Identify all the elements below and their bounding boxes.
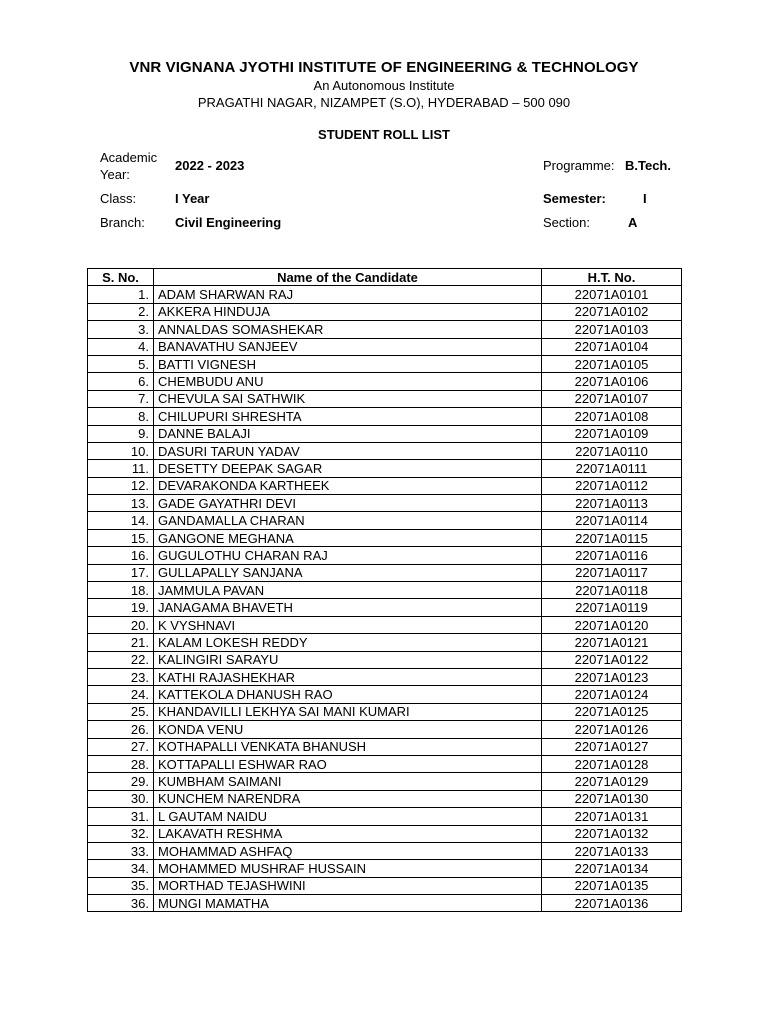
candidate-name-cell: ADAM SHARWAN RAJ	[154, 286, 542, 303]
table-row	[88, 616, 682, 633]
header-candidate-name: Name of the Candidate	[154, 269, 542, 286]
candidate-name-cell: DEVARAKONDA KARTHEEK	[154, 477, 542, 494]
candidate-name-cell: BATTI VIGNESH	[154, 355, 542, 372]
table-row	[88, 634, 682, 651]
hall-ticket-cell: 22071A0118	[542, 582, 682, 599]
candidate-name-cell: AKKERA HINDUJA	[154, 303, 542, 320]
table-row	[88, 321, 682, 338]
serial-no-cell: 10.	[88, 442, 154, 459]
serial-no-cell: 28.	[88, 755, 154, 772]
hall-ticket-cell: 22071A0130	[542, 790, 682, 807]
serial-no-cell: 11.	[88, 460, 154, 477]
serial-no-cell: 1.	[88, 286, 154, 303]
class-value: I Year	[175, 191, 210, 206]
table-row	[88, 773, 682, 790]
serial-no-cell: 31.	[88, 808, 154, 825]
candidate-name-cell: MORTHAD TEJASHWINI	[154, 877, 542, 894]
serial-no-cell: 33.	[88, 842, 154, 859]
candidate-name-cell: DANNE BALAJI	[154, 425, 542, 442]
hall-ticket-cell: 22071A0111	[542, 460, 682, 477]
candidate-name-cell: KATTEKOLA DHANUSH RAO	[154, 686, 542, 703]
candidate-name-cell: MOHAMMED MUSHRAF HUSSAIN	[154, 860, 542, 877]
academic-year-label: Academic Year:	[100, 150, 158, 182]
serial-no-cell: 12.	[88, 477, 154, 494]
table-row	[88, 373, 682, 390]
student-roll-table	[87, 268, 682, 912]
table-row	[88, 477, 682, 494]
candidate-name-cell: CHILUPURI SHRESHTA	[154, 408, 542, 425]
candidate-name-cell: GADE GAYATHRI DEVI	[154, 495, 542, 512]
hall-ticket-cell: 22071A0104	[542, 338, 682, 355]
table-row	[88, 495, 682, 512]
table-row	[88, 668, 682, 685]
class-label: Class:	[100, 191, 137, 206]
table-row	[88, 599, 682, 616]
candidate-name-cell: GUGULOTHU CHARAN RAJ	[154, 547, 542, 564]
serial-no-cell: 36.	[88, 895, 154, 912]
serial-no-cell: 15.	[88, 529, 154, 546]
candidate-name-cell: JANAGAMA BHAVETH	[154, 599, 542, 616]
hall-ticket-cell: 22071A0129	[542, 773, 682, 790]
candidate-name-cell: KALAM LOKESH REDDY	[154, 634, 542, 651]
programme-label: Programme:	[543, 158, 615, 173]
hall-ticket-cell: 22071A0124	[542, 686, 682, 703]
table-row	[88, 860, 682, 877]
candidate-name-cell: DESETTY DEEPAK SAGAR	[154, 460, 542, 477]
table-row	[88, 721, 682, 738]
candidate-name-cell: KONDA VENU	[154, 721, 542, 738]
hall-ticket-cell: 22071A0109	[542, 425, 682, 442]
candidate-name-cell: CHEMBUDU ANU	[154, 373, 542, 390]
hall-ticket-cell: 22071A0115	[542, 529, 682, 546]
candidate-name-cell: MOHAMMAD ASHFAQ	[154, 842, 542, 859]
table-row	[88, 425, 682, 442]
hall-ticket-cell: 22071A0106	[542, 373, 682, 390]
candidate-name-cell: KALINGIRI SARAYU	[154, 651, 542, 668]
serial-no-cell: 34.	[88, 860, 154, 877]
branch-label: Branch:	[100, 215, 145, 230]
table-row	[88, 738, 682, 755]
candidate-name-cell: MUNGI MAMATHA	[154, 895, 542, 912]
candidate-name-cell: CHEVULA SAI SATHWIK	[154, 390, 542, 407]
table-row	[88, 825, 682, 842]
programme-value: B.Tech.	[625, 158, 671, 173]
hall-ticket-cell: 22071A0107	[542, 390, 682, 407]
semester-label: Semester:	[543, 191, 606, 206]
candidate-name-cell: KOTHAPALLI VENKATA BHANUSH	[154, 738, 542, 755]
candidate-name-cell: GANDAMALLA CHARAN	[154, 512, 542, 529]
candidate-name-cell: DASURI TARUN YADAV	[154, 442, 542, 459]
table-row	[88, 408, 682, 425]
institute-subtitle: An Autonomous Institute	[313, 78, 455, 93]
candidate-name-cell: L GAUTAM NAIDU	[154, 808, 542, 825]
table-row	[88, 842, 682, 859]
candidate-name-cell: KOTTAPALLI ESHWAR RAO	[154, 755, 542, 772]
serial-no-cell: 2.	[88, 303, 154, 320]
hall-ticket-cell: 22071A0135	[542, 877, 682, 894]
candidate-name-cell: KUMBHAM SAIMANI	[154, 773, 542, 790]
table-row	[88, 390, 682, 407]
serial-no-cell: 3.	[88, 321, 154, 338]
serial-no-cell: 25.	[88, 703, 154, 720]
serial-no-cell: 14.	[88, 512, 154, 529]
hall-ticket-cell: 22071A0113	[542, 495, 682, 512]
hall-ticket-cell: 22071A0119	[542, 599, 682, 616]
hall-ticket-cell: 22071A0114	[542, 512, 682, 529]
hall-ticket-cell: 22071A0136	[542, 895, 682, 912]
serial-no-cell: 21.	[88, 634, 154, 651]
table-row	[88, 755, 682, 772]
academic-year-value: 2022 - 2023	[175, 158, 245, 173]
serial-no-cell: 9.	[88, 425, 154, 442]
serial-no-cell: 4.	[88, 338, 154, 355]
table-row	[88, 512, 682, 529]
hall-ticket-cell: 22071A0122	[542, 651, 682, 668]
hall-ticket-cell: 22071A0105	[542, 355, 682, 372]
document-title: STUDENT ROLL LIST	[318, 127, 450, 142]
header-hall-ticket-no: H.T. No.	[542, 269, 682, 286]
hall-ticket-cell: 22071A0131	[542, 808, 682, 825]
hall-ticket-cell: 22071A0116	[542, 547, 682, 564]
table-row	[88, 790, 682, 807]
serial-no-cell: 24.	[88, 686, 154, 703]
table-row	[88, 686, 682, 703]
table-row	[88, 564, 682, 581]
hall-ticket-cell: 22071A0112	[542, 477, 682, 494]
hall-ticket-cell: 22071A0133	[542, 842, 682, 859]
hall-ticket-cell: 22071A0123	[542, 668, 682, 685]
candidate-name-cell: JAMMULA PAVAN	[154, 582, 542, 599]
table-header-row	[88, 269, 682, 286]
table-row	[88, 303, 682, 320]
candidate-name-cell: GANGONE MEGHANA	[154, 529, 542, 546]
serial-no-cell: 13.	[88, 495, 154, 512]
serial-no-cell: 27.	[88, 738, 154, 755]
serial-no-cell: 19.	[88, 599, 154, 616]
table-row	[88, 529, 682, 546]
hall-ticket-cell: 22071A0128	[542, 755, 682, 772]
serial-no-cell: 20.	[88, 616, 154, 633]
table-row	[88, 703, 682, 720]
serial-no-cell: 17.	[88, 564, 154, 581]
table-row	[88, 895, 682, 912]
serial-no-cell: 6.	[88, 373, 154, 390]
serial-no-cell: 16.	[88, 547, 154, 564]
serial-no-cell: 5.	[88, 355, 154, 372]
table-row	[88, 355, 682, 372]
candidate-name-cell: ANNALDAS SOMASHEKAR	[154, 321, 542, 338]
serial-no-cell: 7.	[88, 390, 154, 407]
table-row	[88, 286, 682, 303]
hall-ticket-cell: 22071A0126	[542, 721, 682, 738]
hall-ticket-cell: 22071A0121	[542, 634, 682, 651]
serial-no-cell: 30.	[88, 790, 154, 807]
hall-ticket-cell: 22071A0120	[542, 616, 682, 633]
hall-ticket-cell: 22071A0103	[542, 321, 682, 338]
hall-ticket-cell: 22071A0102	[542, 303, 682, 320]
candidate-name-cell: K VYSHNAVI	[154, 616, 542, 633]
serial-no-cell: 29.	[88, 773, 154, 790]
serial-no-cell: 35.	[88, 877, 154, 894]
hall-ticket-cell: 22071A0125	[542, 703, 682, 720]
serial-no-cell: 18.	[88, 582, 154, 599]
institute-name: VNR VIGNANA JYOTHI INSTITUTE OF ENGINEERING & TECHNOLOGY	[129, 59, 639, 76]
table-body	[88, 286, 682, 912]
branch-value: Civil Engineering	[175, 215, 282, 230]
header-serial-no: S. No.	[88, 269, 154, 286]
serial-no-cell: 32.	[88, 825, 154, 842]
table-row	[88, 460, 682, 477]
table-row	[88, 442, 682, 459]
hall-ticket-cell: 22071A0134	[542, 860, 682, 877]
hall-ticket-cell: 22071A0110	[542, 442, 682, 459]
candidate-name-cell: GULLAPALLY SANJANA	[154, 564, 542, 581]
hall-ticket-cell: 22071A0101	[542, 286, 682, 303]
serial-no-cell: 26.	[88, 721, 154, 738]
section-label: Section:	[543, 215, 590, 230]
serial-no-cell: 8.	[88, 408, 154, 425]
candidate-name-cell: BANAVATHU SANJEEV	[154, 338, 542, 355]
serial-no-cell: 22.	[88, 651, 154, 668]
institute-address: PRAGATHI NAGAR, NIZAMPET (S.O), HYDERABAD – 500 090	[197, 95, 571, 110]
candidate-name-cell: KATHI RAJASHEKHAR	[154, 668, 542, 685]
hall-ticket-cell: 22071A0127	[542, 738, 682, 755]
candidate-name-cell: KHANDAVILLI LEKHYA SAI MANI KUMARI	[154, 703, 542, 720]
hall-ticket-cell: 22071A0117	[542, 564, 682, 581]
candidate-name-cell: LAKAVATH RESHMA	[154, 825, 542, 842]
table-row	[88, 877, 682, 894]
serial-no-cell: 23.	[88, 668, 154, 685]
table-row	[88, 582, 682, 599]
table-row	[88, 808, 682, 825]
table-row	[88, 338, 682, 355]
hall-ticket-cell: 22071A0108	[542, 408, 682, 425]
table-row	[88, 651, 682, 668]
candidate-name-cell: KUNCHEM NARENDRA	[154, 790, 542, 807]
section-value: A	[628, 215, 638, 230]
hall-ticket-cell: 22071A0132	[542, 825, 682, 842]
table-row	[88, 547, 682, 564]
semester-value: I	[643, 191, 647, 206]
